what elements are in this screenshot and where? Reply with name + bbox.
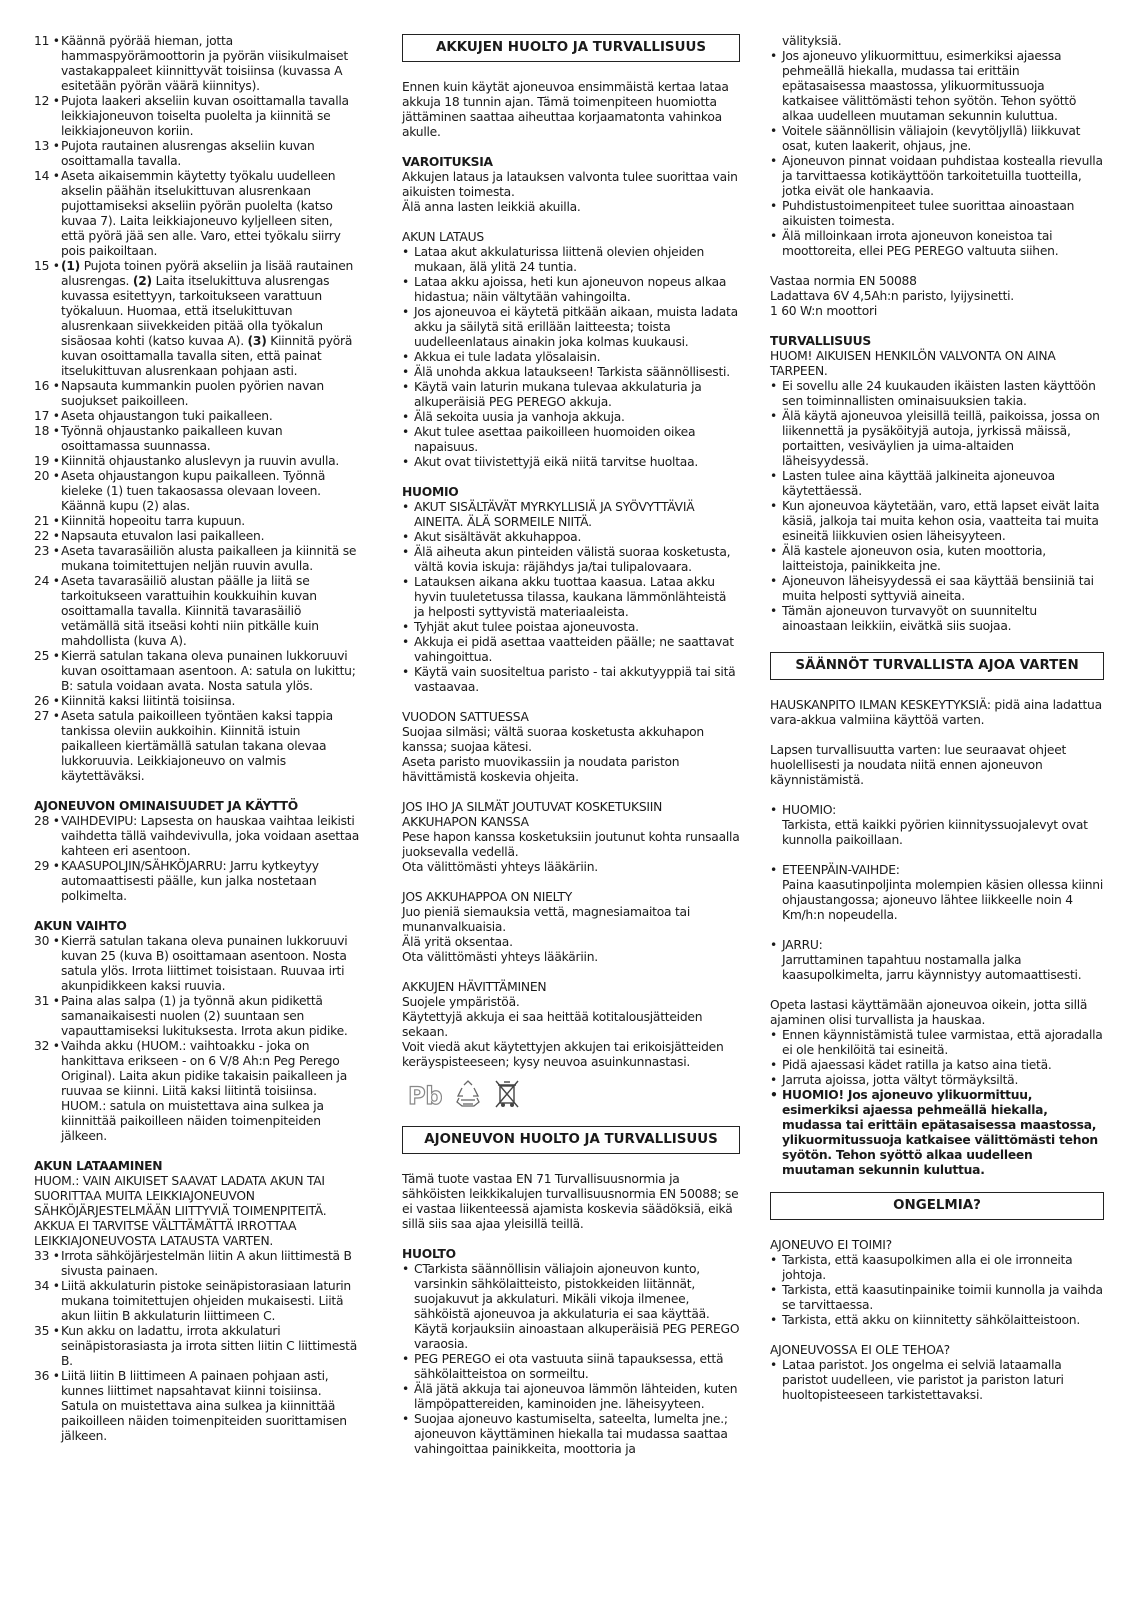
step-text: Aseta ohjaustangon kupu paikalleen. Työnnä kieleke (1) tuen takaosassa olevaan loveen. Käännä kupu (2) alas. [61,469,326,513]
feature-steps [34,814,360,904]
not-working-heading: AJONEUVO EI TOIMI? [770,1238,892,1252]
bullet-dot: • [402,275,410,289]
step-number: 11 • [34,34,60,48]
bullet-text: Kun ajoneuvoa käytetään, varo, että lapset eivät laita käsiä, jalkoja tai muita kehon osia, vaatteita tai muita esineitä liikkuvien osien läheisyyteen. [782,499,1100,543]
bullet-text: Akkuja ei pidä asettaa vaatteiden päälle; ne saattavat vahingoittua. [414,635,734,664]
bullet-item [770,409,1104,469]
rule-attention-text: Tarkista, että kaikki pyörien kiinnityssuojalevyt ovat kunnolla paikoillaan. [782,818,1088,847]
step-number: 35 • [34,1324,60,1338]
lead-pb-icon-text: Pb [408,1082,442,1110]
bullet-item [770,124,1104,154]
bullet-dot: • [770,1073,778,1087]
numbered-step [34,859,360,904]
bullet-dot: • [402,1412,410,1426]
disposal-text-2: Käytettyjä akkuja ei saa heittää kotitalousjätteiden sekaan. [402,1010,703,1039]
step-15-part2-label: (2) [132,274,152,288]
bullet-dot: • [770,544,778,558]
teach-bold-warning-text: HUOMIO! Jos ajoneuvo ylikuormittuu, esimerkiksi ajaessa pehmeällä hiekalla, mudassa tai erittäin epätasaisessa maastossa, ylikuormitussuoja katkaisee välittömästi tehon syötön. Tehon syöttö alkaa uudelleen muutaman sekunnin kuluttua. [782,1088,1098,1177]
bullet-item [402,545,740,575]
step-number: 26 • [34,694,60,708]
numbered-step [34,649,360,694]
bullet-item [402,305,740,350]
step-number: 24 • [34,574,60,588]
bullet-dot: • [402,1382,410,1396]
step-text: Aseta aikaisemmin käytetty työkalu uudelleen akselin päähän itselukittuvan alusrenkaan pujottamiseksi akseliin pyörän puolelta (katso kuvaa 7). Laita leikkiajoneuvo kyljelleen siten, että pyörä jää sen alle. Varo, ettei työkalu siirry pois paikoiltaan. [61,169,341,258]
bullet-text: Akut ovat tiivistettyjä eikä niitä tarvitse huoltaa. [414,455,699,469]
maintenance-heading: HUOLTO [402,1247,456,1261]
bullet-dot: • [770,574,778,588]
step-15 [34,259,360,379]
disposal-heading: AKKUJEN HÄVITTÄMINEN [402,980,547,994]
numbered-step [34,379,360,409]
step-number: 36 • [34,1369,60,1383]
step-text: KAASUPOLJIN/SÄHKÖJARRU: Jarru kytkeytyy automaattisesti päälle, kun jalka nostetaan polkimelta. [61,859,319,903]
maintenance-list [402,1262,740,1457]
bullet-item [402,365,740,380]
bullet-item [770,499,1104,544]
bullet-item [770,1283,1104,1313]
swallowed-text-1: Juo pieniä siemauksia vettä, magnesiamaitoa tai munanvalkuaisia. [402,905,690,934]
attention-heading: HUOMIO [402,485,459,499]
column-left [34,34,360,1444]
spec-line-1: Vastaa normia EN 50088 [770,274,917,288]
bullet-item [402,410,740,425]
column-right [770,34,1104,1403]
numbered-step [34,529,360,544]
step-text: Kiinnitä ohjaustanko aluslevyn ja ruuvin avulla. [61,454,340,468]
warnings-heading: VAROITUKSIA [402,155,493,169]
numbered-step [34,1324,360,1369]
bullet-item [770,1073,1104,1088]
bullet-text: PEG PEREGO ei ota vastuuta siinä tapauksessa, että sähkölaitteistoa on sormeiltu. [414,1352,724,1381]
bullet-text: Älä jätä akkuja tai ajoneuvoa lämmön lähteiden, kuten lämpöpattereiden, kaminoiden jne. läheisyyteen. [414,1382,738,1411]
bullet-text: Jarruta ajoissa, jotta vältyt törmäyksiltä. [782,1073,1019,1087]
maintenance-list-continued [770,49,1104,259]
lead-pb-icon [406,1077,442,1111]
bullet-text: Älä unohda akkua lataukseen! Tarkista säännöllisesti. [414,365,730,379]
safety-heading: TURVALLISUUS [770,334,871,348]
step-text: Napsauta kummankin puolen pyörien navan suojukset paikoilleen. [61,379,324,408]
bullet-text: Puhdistustoimenpiteet tulee suorittaa ainoastaan aikuisten toimesta. [782,199,1075,228]
bullet-item [770,1358,1104,1403]
bullet-text: Tarkista, että kaasupolkimen alla ei ole irronneita johtoja. [782,1253,1073,1282]
numbered-step [34,544,360,574]
numbered-step [34,1369,360,1444]
step-15-part1: Pujota toinen pyörä akseliin ja lisää rautainen alusrengas. [61,259,354,288]
numbered-step [34,694,360,709]
section-heading-features: AJONEUVON OMINAISUUDET JA KÄYTTÖ [34,799,298,813]
step-number: 14 • [34,169,60,183]
heading-box-safe-driving: SÄÄNNÖT TURVALLISTA AJOA VARTEN [770,652,1104,680]
bullet-item [770,604,1104,634]
bullet-dot: • [770,1313,778,1327]
column-middle [402,34,740,1457]
bullet-dot: • [402,620,410,634]
step-text: Napsauta etuvalon lasi paikalleen. [61,529,265,543]
step-text: Kiinnitä kaksi liitintä toisiinsa. [61,694,236,708]
bullet-item [402,1382,740,1412]
bullet-dot: • [402,410,410,424]
bullet-text: Käytä vain laturin mukana tulevaa akkulaturia ja alkuperäisiä PEG PEREGO akkuja. [414,380,702,409]
step-text: Liitä akkulaturin pistoke seinäpistorasiaan laturin mukana toimitettujen ohjeiden mukaisesti. Liitä akun liitin B akkulaturin liittimeen C. [61,1279,351,1323]
bullet-text: Pidä ajaessasi kädet ratilla ja katso aina tietä. [782,1058,1052,1072]
swallowed-text-2: Älä yritä oksentaa. [402,935,513,949]
bullet-item [402,245,740,275]
step-number: 34 • [34,1279,60,1293]
rule-forward: • ETEENPÄIN-VAIHDE: [770,863,900,877]
bullet-dot: • [402,365,410,379]
step-number: 17 • [34,409,60,423]
charging-heading: AKUN LATAUS [402,230,484,244]
charging-list [402,245,740,470]
bullet-dot: • [402,380,410,394]
bullet-item [402,665,740,695]
step-number: 12 • [34,94,60,108]
step-text: Liitä liitin B liittimeen A painaen pohjaan asti, kunnes liittimet napsahtavat kiinni toisiinsa. Satula on muistettava aina sulkea ja kiinnittää paikoilleen näiden toimenpiteiden suorittamisen jälkeen. [61,1369,347,1443]
numbered-step [34,139,360,169]
bullet-dot: • [402,500,410,514]
step-number: 32 • [34,1039,60,1053]
bullet-item [402,500,740,530]
numbered-step [34,814,360,859]
bullet-item [402,275,740,305]
bullet-item [402,425,740,455]
bullet-text: Lataa paristot. Jos ongelma ei selviä lataamalla paristot uudelleen, vie paristot ja pariston laturi huoltopisteeseen tarkistettavaksi. [782,1358,1064,1402]
bullet-dot: • [402,530,410,544]
bullet-dot: • [402,545,410,559]
bullet-dot: • [770,154,778,168]
numbered-step [34,934,360,994]
bullet-dot: • [770,499,778,513]
numbered-step [34,409,360,424]
step-number: 31 • [34,994,60,1008]
bullet-text: Tarkista, että akku on kiinnitetty sähkölaitteistoon. [782,1313,1081,1327]
bullet-dot: • [770,1283,778,1297]
step-number: 30 • [34,934,60,948]
step-number: 16 • [34,379,60,393]
step-number: 23 • [34,544,60,558]
step-number: 29 • [34,859,60,873]
child-safety-text: Lapsen turvallisuutta varten: lue seuraavat ohjeet huolellisesti ja noudata niitä ennen ajoneuvon käynnistämistä. [770,743,1067,787]
bullet-item [770,1058,1104,1073]
attention-list [402,500,740,695]
heading-box-battery-care: AKKUJEN HUOLTO JA TURVALLISUUS [402,34,740,62]
bullet-text: Älä milloinkaan irrota ajoneuvon koneistoa tai moottoreita, ellei PEG PEREGO valtuuta siihen. [782,229,1059,258]
bullet-text: Tämän ajoneuvon turvavyöt on suunniteltu ainoastaan leikkiin, eivätkä siis suojaa. [782,604,1037,633]
step-number: 33 • [34,1249,60,1263]
step-text: Irrota sähköjärjestelmän liitin A akun liittimestä B sivusta painaen. [61,1249,352,1278]
bullet-text: Voitele säännöllisin väliajoin (kevytöljyllä) liikkuvat osat, kuten laakerit, ohjaus, jne. [782,124,1081,153]
bullet-item [770,199,1104,229]
bullet-dot: • [770,409,778,423]
bullet-text: Älä kastele ajoneuvon osia, kuten moottoria, laitteistoja, painikkeita jne. [782,544,1046,573]
bullet-text: CTarkista säännöllisin väliajoin ajoneuvon kunto, varsinkin sähkölaitteisto, pistokkeiden liitännät, suojakuvut ja akkulaturi. Mikäli vikoja ilmenee, sähköistä ajoneuvoa ja akkulaturia ei saa käyttää. Käytä korjauksiin ainoastaan alkuperäisiä PEG PEREGO varaosia. [414,1262,740,1351]
disposal-text-3: Voit viedä akut käytettyjen akkujen tai erikoisjätteiden keräyspisteeseen; kysy neuvoa asuinkunnastasi. [402,1040,724,1069]
assembly-steps-16-27 [34,379,360,784]
spec-line-2: Ladattava 6V 4,5Ah:n paristo, lyijysinetti. [770,289,1014,303]
step-15-part3-label: (3) [247,334,267,348]
bullet-text: AKUT SISÄLTÄVÄT MYRKYLLISIÄ JA SYÖVYTTÄVIÄ AINEITA. ÄLÄ SORMEILE NIITÄ. [414,500,695,529]
heading-box-problems: ONGELMIA? [770,1192,1104,1220]
bullet-item [770,49,1104,124]
bullet-item [770,1028,1104,1058]
safety-note: HUOM! AIKUISEN HENKILÖN VALVONTA ON AINA TARPEEN. [770,349,1056,378]
bullet-item [770,379,1104,409]
bullet-text: Älä aiheuta akun pinteiden välistä suoraa kosketusta, vältä kovia iskuja: räjähdys ja/tai tulipalovaara. [414,545,731,574]
rule-forward-text: Paina kaasutinpoljinta molempien käsien ollessa kiinni ohjaustangossa; ajoneuvo lähtee liikkeelle noin 4 Km/h:n nopeudella. [782,878,1104,922]
step-text: Kierrä satulan takana oleva punainen lukkoruuvi kuvan osoittamaan asentoon. A: satula on lukittu; B: satula voidaan avata. Nosta satula ylös. [61,649,356,693]
swallowed-text-3: Ota välittömästi yhteys lääkäriin. [402,950,598,964]
bullet-item [402,620,740,635]
swallowed-heading: JOS AKKUHAPPOA ON NIELTY [402,890,573,904]
bullet-dot: • [770,379,778,393]
rule-forward-heading: ETEENPÄIN-VAIHDE: [782,863,900,877]
safety-list [770,379,1104,634]
bullet-item [770,1253,1104,1283]
bullet-text: Tarkista, että kaasutinpainike toimii kunnolla ja vaihda se tarvittaessa. [782,1283,1103,1312]
charging-warning: HUOM.: VAIN AIKUISET SAAVAT LADATA AKUN TAI SUORITTAA MUITA LEIKKIAJONEUVON SÄHKÖJÄRJESTELMÄÄN LIITTYVIÄ TOIMENPITEITÄ. AKKUA EI TARVITSE VÄLTTÄMÄTTÄ IRROTTAA LEIKKIAJONEUVOSTA LATAUSTA VARTEN. [34,1174,327,1248]
numbered-step [34,34,360,94]
step-number: 20 • [34,469,60,483]
step-text: Pujota laakeri akseliin kuvan osoittamalla tavalla leikkiajoneuvon toiselta puolelta ja kiinnitä se leikkiajoneuvon koriin. [61,94,349,138]
bullet-text: Lataa akku ajoissa, heti kun ajoneuvon nopeus alkaa hidastua; näin vältytään vahingoilta. [414,275,727,304]
step-number: 19 • [34,454,60,468]
bullet-item [770,544,1104,574]
bullet-text: Käytä vain suositeltua paristo - tai akkutyyppiä tai sitä vastaavaa. [414,665,736,694]
warnings-text-2: Älä anna lasten leikkiä akuilla. [402,200,581,214]
step-text: Kierrä satulan takana oleva punainen lukkoruuvi kuvan 25 (kuva B) osoittamaan asentoon. Nosta satula ylös. Irrota liittimet toisistaan. Ruuvaa irti akunpidikkeen kaksi ruuvia. [61,934,348,993]
fun-text: HAUSKANPITO ILMAN KESKEYTYKSIÄ: pidä aina ladattua vara-akkua valmiina käyttöä varten. [770,698,1102,727]
rule-attention-heading: HUOMIO: [782,803,837,817]
step-number: 15 • [34,259,60,273]
bullet-item [402,635,740,665]
bullet-dot: • [770,1058,778,1072]
bullet-dot: • [770,199,778,213]
bullet-item [770,154,1104,199]
numbered-step [34,469,360,514]
step-15-part2: Laita itselukittuva alusrengas kuvassa esitettyyn, tarkoitukseen varattuun työkaluun. Huomaa, että itselukittuvan alusrenkaan siivekkeiden pitää olla työkalun sisäosaa kohti (katso kuvaa A). [61,274,330,348]
norm-text: Tämä tuote vastaa EN 71 Turvallisuusnormia ja sähköisten leikkikalujen turvallisuusnormia EN 50088; se ei vastaa liikenteessä ajamista koskevia säädöksiä, eikä sillä siis saa ajaa yleisillä teillä. [402,1172,739,1231]
step-15-part3: Kiinnitä pyörä kuvan osoittamalla tavalla siten, että painat itselukittuvan alusrenkaan pohjaan asti. [61,334,353,378]
bullet-text: Älä käytä ajoneuvoa yleisillä teillä, paikoissa, jossa on liikennettä ja pysäköityjä autoja, jyrkissä mäissä, portaitten, vesiväylien ja uima-altaiden läheisyydessä. [782,409,1100,468]
step-text: Aseta ohjaustangon tuki paikalleen. [61,409,273,423]
section-heading-charging: AKUN LATAAMINEN [34,1159,163,1173]
heading-box-vehicle-care: AJONEUVON HUOLTO JA TURVALLISUUS [402,1126,740,1154]
step-text: Käännä pyörää hieman, jotta hammaspyörämoottorin ja pyörän viisikulmaiset vastakappaleet kiinnittyvät toisiinsa (kuvassa A esitetään pyörän väärä kiinnitys). [61,34,348,93]
bullet-text: Ajoneuvon pinnat voidaan puhdistaa kostealla rievulla ja tarvittaessa kotikäyttöön tarkoitetuilla tuotteilla, jotka eivät ole hankaavia. [782,154,1103,198]
skin-contact-text-1: Pese hapon kanssa kosketuksiin joutunut kohta runsaalla juoksevalla vedellä. [402,830,740,859]
step-text: Kiinnitä hopeoitu tarra kupuun. [61,514,245,528]
bullet-item [402,350,740,365]
bullet-dot: • [402,575,410,589]
step-text: Vaihda akku (HUOM.: vaihtoakku - joka on hankittava erikseen - on 6 V/8 Ah:n Peg Perego Original). Laita akun pidike takaisin paikalleen ja ruuvaa se kiinni. Liitä kaksi liitintä toisiinsa. HUOM.: satula on muistettava aina sulkea ja kiinnittää paikoilleen näiden toimenpiteiden jälkeen. [61,1039,347,1143]
recycle-icon [453,1079,483,1109]
step-number: 25 • [34,649,60,663]
bullet-dot: • [402,1262,410,1276]
bullet-dot: • [402,455,410,469]
bullet-text: Ajoneuvon läheisyydessä ei saa käyttää bensiiniä tai muita helposti syttyviä aineita. [782,574,1094,603]
step-text: Kun akku on ladattu, irrota akkulaturi seinäpistorasiasta ja irrota sitten liitin C liittimestä B. [61,1324,358,1368]
rule-brake-text: Jarruttaminen tapahtuu nostamalla jalka kaasupolkimelta, jarru käynnistyy automaattisesti. [782,953,1082,982]
numbered-step [34,169,360,259]
bullet-item [402,530,740,545]
bullet-text: Lasten tulee aina käyttää jalkineita ajoneuvoa käytettäessä. [782,469,1055,498]
numbered-step [34,994,360,1039]
spec-line-3: 1 60 W:n moottori [770,304,877,318]
disposal-text-1: Suojele ympäristöä. [402,995,520,1009]
step-number: 28 • [34,814,60,828]
bullet-item [770,469,1104,499]
numbered-step [34,574,360,649]
leak-text-2: Aseta paristo muovikassiin ja noudata pariston hävittämistä koskevia ohjeita. [402,755,680,784]
numbered-step [34,709,360,784]
bullet-item [402,1412,740,1457]
step-number: 18 • [34,424,60,438]
bullet-dot: • [770,1253,778,1267]
numbered-step [34,514,360,529]
bullet-dot: • [770,469,778,483]
numbered-step [34,1279,360,1324]
no-power-heading: AJONEUVOSSA EI OLE TEHOA? [770,1343,950,1357]
step-text: VAIHDEVIPU: Lapsesta on hauskaa vaihtaa leikisti vaihdetta tällä vaihdevivulla, joka voidaan asettaa kahteen eri asentoon. [61,814,360,858]
bullet-dot: • [402,635,410,649]
bullet-item [402,575,740,620]
bullet-item [770,229,1104,259]
battery-change-steps [34,934,360,1144]
bullet-text: Akut tulee asettaa paikoilleen huomoiden oikea napaisuus. [414,425,696,454]
teach-bold-warning: • HUOMIO! Jos ajoneuvo ylikuormittuu, esimerkiksi ajaessa pehmeällä hiekalla, mudassa tai erittäin epätasaisessa maastossa, ylikuormitussuoja katkaisee välittömästi tehon syötön. Tehon syöttö alkaa uudelleen muutaman sekunnin kuluttua. [770,1088,1098,1177]
bullet-item [402,1262,740,1352]
numbered-step [34,1249,360,1279]
bullet-dot: • [402,425,410,439]
numbered-step [34,1039,360,1144]
bullet-text: Ei sovellu alle 24 kuukauden ikäisten lasten käyttöön sen toiminnallisten ominaisuuksien takia. [782,379,1096,408]
bullet-item [402,1352,740,1382]
skin-contact-heading: JOS IHO JA SILMÄT JOUTUVAT KOSKETUKSIIN AKKUHAPON KANSSA [402,800,663,829]
numbered-step [34,94,360,139]
leak-text-1: Suojaa silmäsi; vältä suoraa kosketusta akkuhapon kanssa; suojaa kätesi. [402,725,704,754]
bullet-text: Tyhjät akut tulee poistaa ajoneuvosta. [414,620,639,634]
rule-attention: • HUOMIO: [770,803,837,817]
step-text: Pujota rautainen alusrengas akseliin kuvan osoittamalla tavalla. [61,139,315,168]
bullet-text: Ennen käynnistämistä tulee varmistaa, että ajoradalla ei ole henkilöitä tai esineitä. [782,1028,1103,1057]
bullet-dot: • [770,229,778,243]
bullet-dot: • [770,1028,778,1042]
teach-list [770,1028,1104,1088]
step-15-part1-label: (1) [61,259,81,273]
section-heading-battery-change: AKUN VAIHTO [34,919,127,933]
step-number: 22 • [34,529,60,543]
rule-brake: • JARRU: [770,938,823,952]
battery-intro: Ennen kuin käytät ajoneuvoa ensimmäistä kertaa lataa akkuja 18 tunnin ajan. Tämä toimenpiteen huomiotta jättäminen saattaa aiheuttaa korjaamatonta vahinkoa akulle. [402,80,729,139]
bullet-item [402,455,740,470]
crossed-bin-icon [494,1078,520,1110]
bullet-dot: • [770,604,778,618]
step-number: 13 • [34,139,60,153]
bullet-dot: • [402,1352,410,1366]
disposal-icons [406,1076,740,1112]
assembly-steps-11-14 [34,34,360,259]
numbered-step [34,424,360,454]
bullet-dot: • [770,1358,778,1372]
bullet-dot: • [402,245,410,259]
bullet-dot: • [770,124,778,138]
bullet-item [402,380,740,410]
skin-contact-text-2: Ota välittömästi yhteys lääkäriin. [402,860,598,874]
bullet-text: Älä sekoita uusia ja vanhoja akkuja. [414,410,625,424]
step-text: Aseta tavarasäiliö alustan päälle ja liitä se tarkoitukseen varattuihin koukkuihin kuvan osoittamalla tavalla. Kiinnitä tavarasäiliö vetämällä sitä itseäsi kohti niin pitkälle kuin mahdollista (kuva A). [61,574,319,648]
numbered-step [34,454,360,469]
bullet-item [770,1313,1104,1328]
charging-steps [34,1249,360,1444]
bullet-text: Akut sisältävät akkuhappoa. [414,530,582,544]
leak-heading: VUODON SATTUESSA [402,710,529,724]
step-number: 21 • [34,514,60,528]
bullet-item [770,574,1104,604]
step-text: Paina alas salpa (1) ja työnnä akun pidikettä samanaikaisesti nuolen (2) suuntaan sen vapauttamiseksi lukituksesta. Irrota akun pidike. [61,994,348,1038]
warnings-text-1: Akkujen lataus ja latauksen valvonta tulee suorittaa vain aikuisten toimesta. [402,170,738,199]
bullet-text: Latauksen aikana akku tuottaa kaasua. Lataa akku hyvin tuuletetussa tilassa, kaukana lämmönlähteistä ja helposti syttyvistä materiaaleista. [414,575,727,619]
bullet-text: Jos ajoneuvo ylikuormittuu, esimerkiksi ajaessa pehmeällä hiekalla, mudassa tai erittäin epätasaisessa maastossa, ylikuormitussuoja katkaisee välittömästi tehon syötön. Tehon syöttö alkaa uudelleen muutaman sekunnin kuluttua. [782,49,1077,123]
step-text: Työnnä ohjaustanko paikalleen kuvan osoittamassa suunnassa. [61,424,283,453]
step-text: Aseta satula paikoilleen työntäen kaksi tappia tankissa oleviin aukkoihin. Kiinnitä istuin paikalleen kiertämällä satulan takana olevaa lukkoruuvia. Leikkiajoneuvo on valmis käytettäväksi. [61,709,333,783]
bullet-dot: • [402,305,410,319]
bullet-text: Jos ajoneuvoa ei käytetä pitkään aikaan, muista ladata akku ja säilytä sitä erillään laitteesta; toista uudelleenlataus ainakin joka kolmas kuukausi. [414,305,738,349]
not-working-list [770,1253,1104,1328]
bullet-dot: • [402,350,410,364]
bullet-text: Lataa akut akkulaturissa liittenä olevien ohjeiden mukaan, älä ylitä 24 tuntia. [414,245,705,274]
bullet-dot: • [770,49,778,63]
maintenance-continued: välityksiä. [782,34,842,48]
bullet-dot: • [402,665,410,679]
step-text: Aseta tavarasäiliön alusta paikalleen ja kiinnitä se mukana toimitettujen neljän ruuvin avulla. [61,544,357,573]
bullet-text: Akkua ei tule ladata ylösalaisin. [414,350,601,364]
step-number: 27 • [34,709,60,723]
teach-text: Opeta lastasi käyttämään ajoneuvoa oikein, jotta sillä ajaminen olisi turvallista ja hauskaa. [770,998,1088,1027]
no-power-list [770,1358,1104,1403]
rule-brake-heading: JARRU: [782,938,823,952]
bullet-text: Suojaa ajoneuvo kastumiselta, sateelta, lumelta jne.; ajoneuvon käyttäminen hiekalla tai mudassa saattaa vahingoittaa painikkeita, moottoria ja [414,1412,728,1456]
